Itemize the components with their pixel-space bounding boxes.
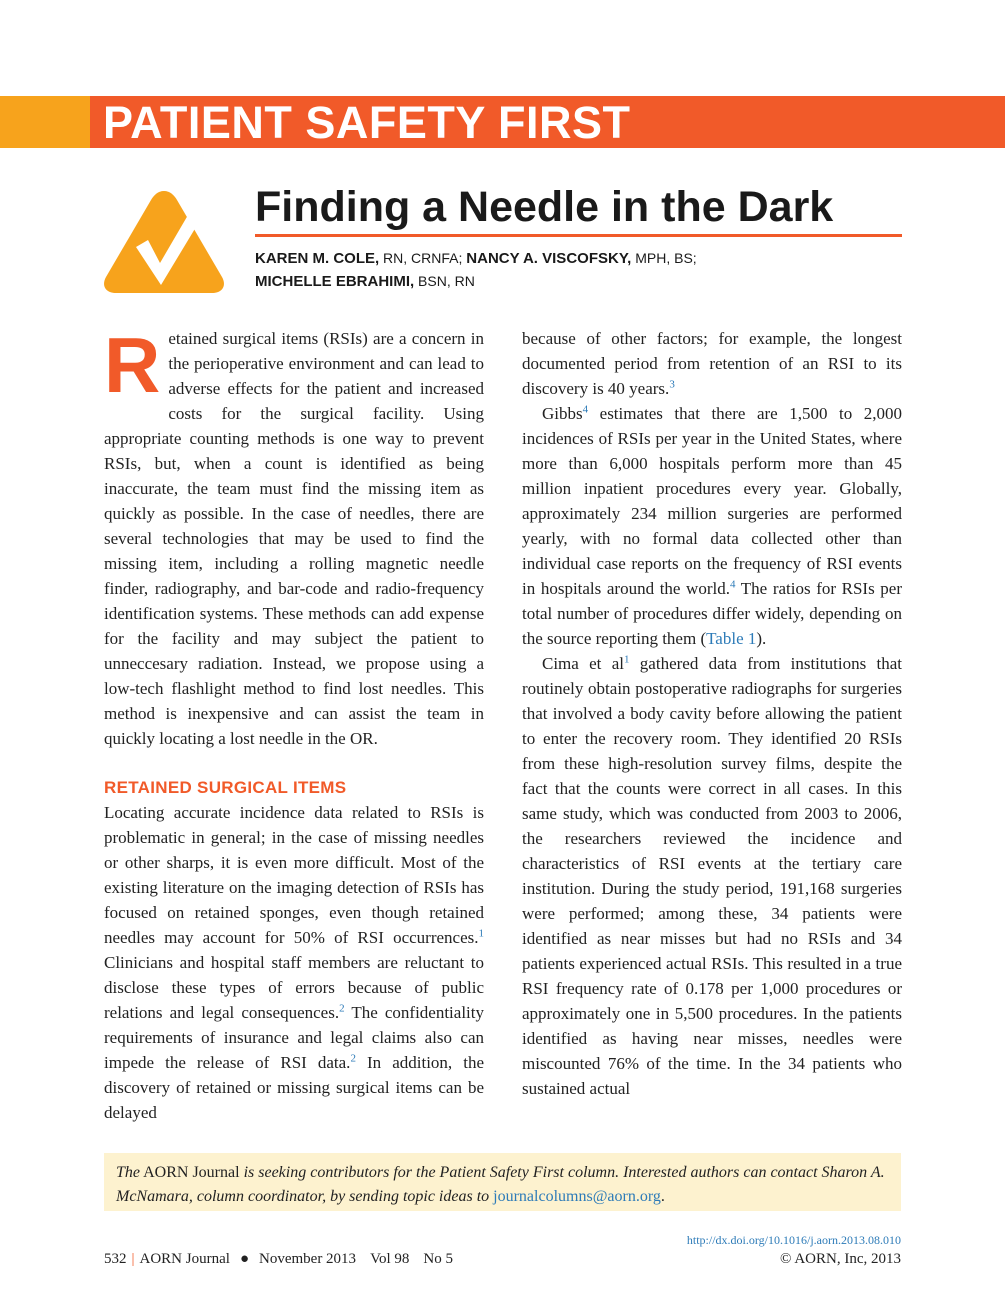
journal-name: AORN Journal <box>140 1164 244 1181</box>
callout-text: . <box>660 1188 665 1205</box>
author-name: NANCY A. VISCOFSKY, <box>466 250 632 267</box>
banner-stripe <box>0 96 90 148</box>
reference-link[interactable]: 3 <box>669 378 675 391</box>
left-column <box>104 321 484 1125</box>
contributors-callout <box>104 1153 901 1211</box>
copyright: © AORN, Inc, 2013 <box>780 1251 901 1267</box>
footer-citation <box>104 1251 453 1268</box>
title-rule <box>255 234 902 237</box>
article-title: Finding a Needle in the Dark <box>255 183 834 231</box>
author-name: KAREN M. COLE, <box>255 250 380 267</box>
author-credentials: MPH, BS; <box>631 250 697 266</box>
body-paragraph <box>104 800 484 1125</box>
author-name: MICHELLE EBRAHIMI, <box>255 273 415 290</box>
author-list <box>255 247 905 293</box>
reference-link[interactable]: 2 <box>350 1052 356 1065</box>
footer-issue: No 5 <box>423 1251 453 1267</box>
footer-journal: AORN Journal <box>139 1251 230 1267</box>
checkmark-triangle-icon <box>100 185 228 297</box>
reference-link[interactable]: 4 <box>582 403 589 416</box>
paragraph-text: Locating accurate incidence data related to RSIs is problematic in general; in the case of missing needles or other sharps, it is even more difficult. Most of the existing literature on the imaging detection of RSIs has focused on retained sponges, even though retained needles may account for 50% of RSI occurrences. <box>104 803 484 947</box>
author-credentials: RN, CRNFA; <box>379 250 467 266</box>
paragraph-text: Cima et al <box>542 654 624 673</box>
paragraph-text: Clinicians and hospital staff members are reluctant to disclose these types of errors because of public relations and legal consequences. <box>104 953 484 1022</box>
reference-link[interactable]: 2 <box>339 1002 345 1015</box>
body-paragraph <box>522 401 902 651</box>
drop-cap: R <box>104 321 161 409</box>
reference-link[interactable]: 1 <box>478 927 484 940</box>
doi-link[interactable]: http://dx.doi.org/10.1016/j.aorn.2013.08.010 <box>686 1233 901 1247</box>
paragraph-text: The confidentiality requirements of insurance and legal claims also can impede the release of RSI data. <box>104 1003 484 1072</box>
body-paragraph <box>522 326 902 401</box>
callout-text: The <box>116 1164 140 1181</box>
section-heading: RETAINED SURGICAL ITEMS <box>104 778 347 797</box>
right-column <box>522 326 902 1101</box>
email-link[interactable]: journalcolumns@aorn.org <box>493 1188 661 1205</box>
column-title: PATIENT SAFETY FIRST <box>103 97 631 148</box>
intro-text: etained surgical items (RSIs) are a concern in the perioperative environment and can lead to adverse effects for the patient and increased costs for the surgical facility. Using appropriate counting methods is one way to prevent RSIs, but, when a count is identified as being inaccurate, the team must find the missing item as quickly as possible. In the case of needles, there are several technologies that may be used to find the missing item, including a rolling magnetic needle finder, radiography, and bar-code and radio-frequency identification systems. These methods can add expense for the facility and may subject the patient to unneccesary radiation. Instead, we propose using a low-tech flashlight method to find lost needles. This method is inexpensive and can assist the team in quickly locating a lost needle in the OR. <box>104 329 484 748</box>
paragraph-text: Gibbs <box>542 404 583 423</box>
paragraph-text: estimates that there are 1,500 to 2,000 incidences of RSIs per year in the United States, where more than 6,000 hospitals perform more than 45 million inpatient procedures every year. Globally, approximately 234 million surgeries are performed yearly, with no formal data collected other than individual case reports on the frequency of RSI events in hospitals around the world. <box>522 404 902 598</box>
paragraph-text: In addition, the discovery of retained or missing surgical items can be delayed <box>104 1053 484 1122</box>
footer-date: November 2013 <box>259 1251 357 1267</box>
paragraph-text: ). <box>756 629 767 648</box>
body-paragraph <box>522 651 902 1101</box>
footer-separator: | <box>131 1251 135 1267</box>
bullet-icon: ● <box>239 1251 249 1267</box>
paragraph-text: The ratios for RSIs per total number of procedures differ widely, depending on the source reporting them ( <box>522 579 902 648</box>
table-link[interactable]: Table 1 <box>706 629 757 648</box>
intro-paragraph <box>104 321 484 751</box>
reference-link[interactable]: 4 <box>729 578 736 591</box>
reference-link[interactable]: 1 <box>624 653 630 666</box>
page-number: 532 <box>104 1251 127 1267</box>
callout-text: is seeking contributors for the Patient Safety First column. Interested authors can contact Sharon A. McNamara, column coordinator, by sending topic ideas to <box>116 1164 885 1205</box>
column-banner <box>0 96 1005 148</box>
paragraph-text: because of other factors; for example, the longest documented period from retention of an RSI to its discovery is 40 years. <box>522 329 902 398</box>
footer-volume: Vol 98 <box>370 1251 410 1267</box>
author-credentials: BSN, RN <box>414 273 475 289</box>
paragraph-text: gathered data from institutions that routinely obtain postoperative radiographs for surgeries that involved a body cavity before allowing the patient to enter the recovery room. They identified 20 RSIs from these high-resolution survey films, despite the fact that the counts were correct in all cases. In this same study, which was conducted from 2003 to 2006, the researchers reviewed the incidence and characteristics of RSI events at the tertiary care institution. During the study period, 191,168 surgeries were performed; among these, 34 patients were identified as near misses but had no RSIs and 34 patients experienced actual RSIs. This resulted in a true RSI frequency rate of 0.178 per 1,000 procedures or approximately one in 5,500 procedures. In the patients identified as having near misses, needles were miscounted 76% of the time. In the 34 patients who sustained actual <box>522 654 902 1098</box>
